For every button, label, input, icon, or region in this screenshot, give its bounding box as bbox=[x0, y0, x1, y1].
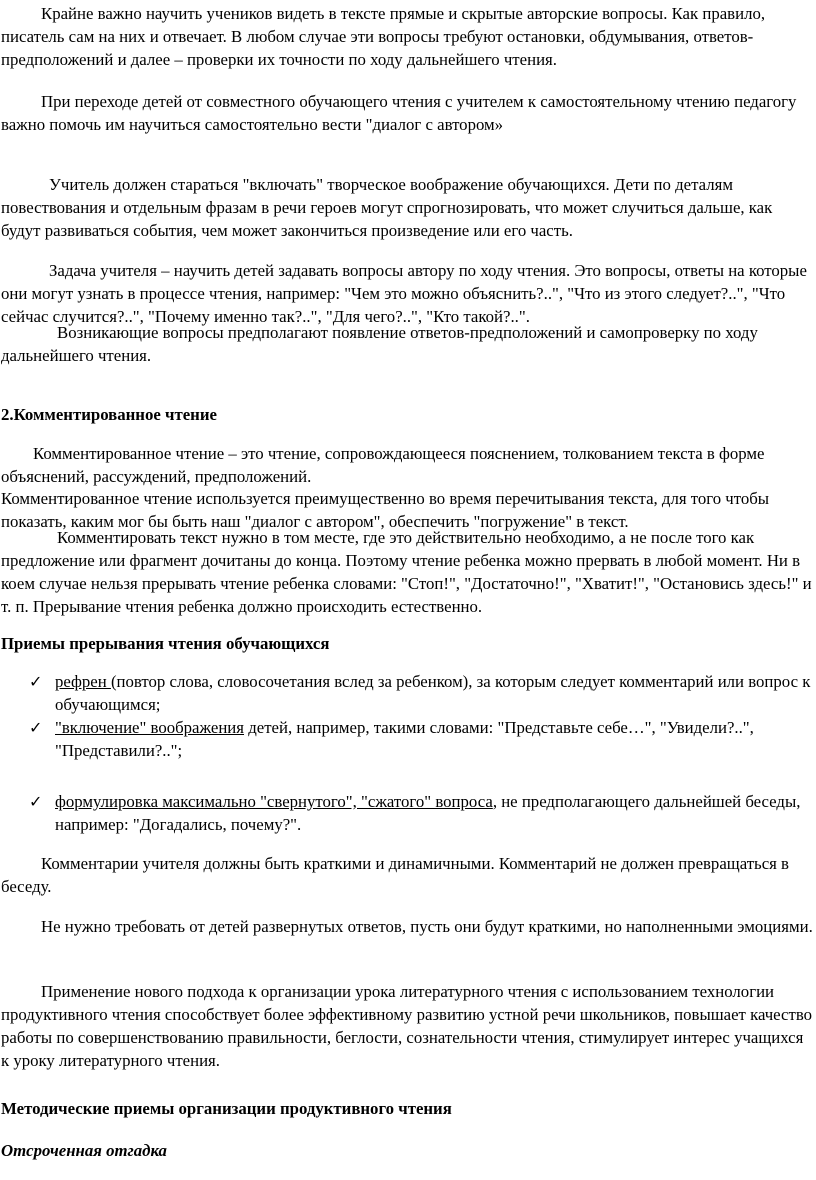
section-2-paragraph-2: Комментированное чтение используется преимущественно во время перечитывания текста, для того чтобы показать, каким мог бы быть наш "диалог с автором", обеспечить "погружение" в текст. bbox=[1, 489, 770, 531]
technique-term: "включение" воображения bbox=[55, 718, 245, 737]
check-icon: ✓ bbox=[29, 718, 43, 737]
technique-description: (повтор слова, словосочетания вслед за ребенком), за которым следует комментарий или вопрос к обучающимся; bbox=[55, 672, 811, 714]
techniques-list bbox=[1, 670, 813, 762]
intro-paragraph-1: Крайне важно научить учеников видеть в тексте прямые и скрытые авторские вопросы. Как правило, писатель сам на них и отвечает. В любом случае эти вопросы требуют остановки, обдумывания, ответов-предположений и далее – проверки их точности по ходу дальнейшего чтения. bbox=[1, 4, 766, 69]
techniques-heading: Приемы прерывания чтения обучающихся bbox=[1, 634, 330, 653]
intro-paragraph-2: При переходе детей от совместного обучающего чтения с учителем к самостоятельному чтению педагогу важно помочь им научиться самостоятельно вести "диалог с автором» bbox=[1, 92, 797, 134]
intro-paragraph-5: Возникающие вопросы предполагают появление ответов-предположений и самопроверку по ходу дальнейшего чтения. bbox=[1, 323, 758, 365]
technique-term: рефрен bbox=[55, 672, 111, 691]
intro-paragraph-4: Задача учителя – научить детей задавать вопросы автору по ходу чтения. Это вопросы, ответы на которые они могут узнать в процессе чтения, например: "Чем это можно объяснить?..", "Что из этого следует?..", "Что сейчас случится?..", "Почему именно так?..", "Для чего?..", "Кто такой?..". bbox=[1, 261, 807, 326]
list-item bbox=[1, 716, 813, 762]
technique-description: , не предполагающего дальнейшей беседы, например: "Догадались, почему?". bbox=[55, 792, 801, 834]
intro-paragraph-3: Учитель должен стараться "включать" творческое воображение обучающихся. Дети по деталям повествования и отдельным фразам в речи героев могут спрогнозировать, что может случиться дальше, как будут развиваться события, чем может закончиться произведение или его часть. bbox=[1, 175, 773, 240]
closing-paragraph-3: Применение нового подхода к организации урока литературного чтения с использованием технологии продуктивного чтения способствует более эффективному развитию устной речи школьников, повышает качество работы по совершенствованию правильности, беглости, сознательности чтения, стимулирует интерес учащихся к уроку литературного чтения. bbox=[1, 982, 813, 1070]
closing-paragraph-2: Не нужно требовать от детей развернутых ответов, пусть они будут краткими, но наполненными эмоциями. bbox=[41, 917, 813, 936]
check-icon: ✓ bbox=[29, 792, 43, 811]
methods-subheading: Отсроченная отгадка bbox=[1, 1141, 167, 1160]
technique-term: формулировка максимально "свернутого", "сжатого" вопроса bbox=[55, 792, 493, 811]
list-item bbox=[1, 670, 813, 716]
section-2-paragraph-1: Комментированное чтение – это чтение, сопровождающееся пояснением, толкованием текста в форме объяснений, рассуждений, предположений. bbox=[1, 444, 765, 486]
techniques-list-continued bbox=[1, 790, 813, 836]
closing-paragraph-1: Комментарии учителя должны быть краткими и динамичными. Комментарий не должен превращаться в беседу. bbox=[1, 854, 789, 896]
section-2-paragraph-3: Комментировать текст нужно в том месте, где это действительно необходимо, а не после того как предложение или фрагмент дочитаны до конца. Поэтому чтение ребенка можно прервать в любой момент. Ни в коем случае нельзя прерывать чтение ребенка словами: "Стоп!", "Достаточно!", "Хватит!", "Остановись здесь!" и т. п. Прерывание чтения ребенка должно происходить естественно. bbox=[1, 528, 812, 616]
section-2-heading: 2.Комментированное чтение bbox=[1, 405, 217, 424]
check-icon: ✓ bbox=[29, 672, 43, 691]
methods-heading: Методические приемы организации продуктивного чтения bbox=[1, 1099, 452, 1118]
list-item bbox=[1, 790, 813, 836]
technique-description: детей, например, такими словами: "Представьте себе…", "Увидели?..", "Представили?.."; bbox=[55, 718, 754, 760]
